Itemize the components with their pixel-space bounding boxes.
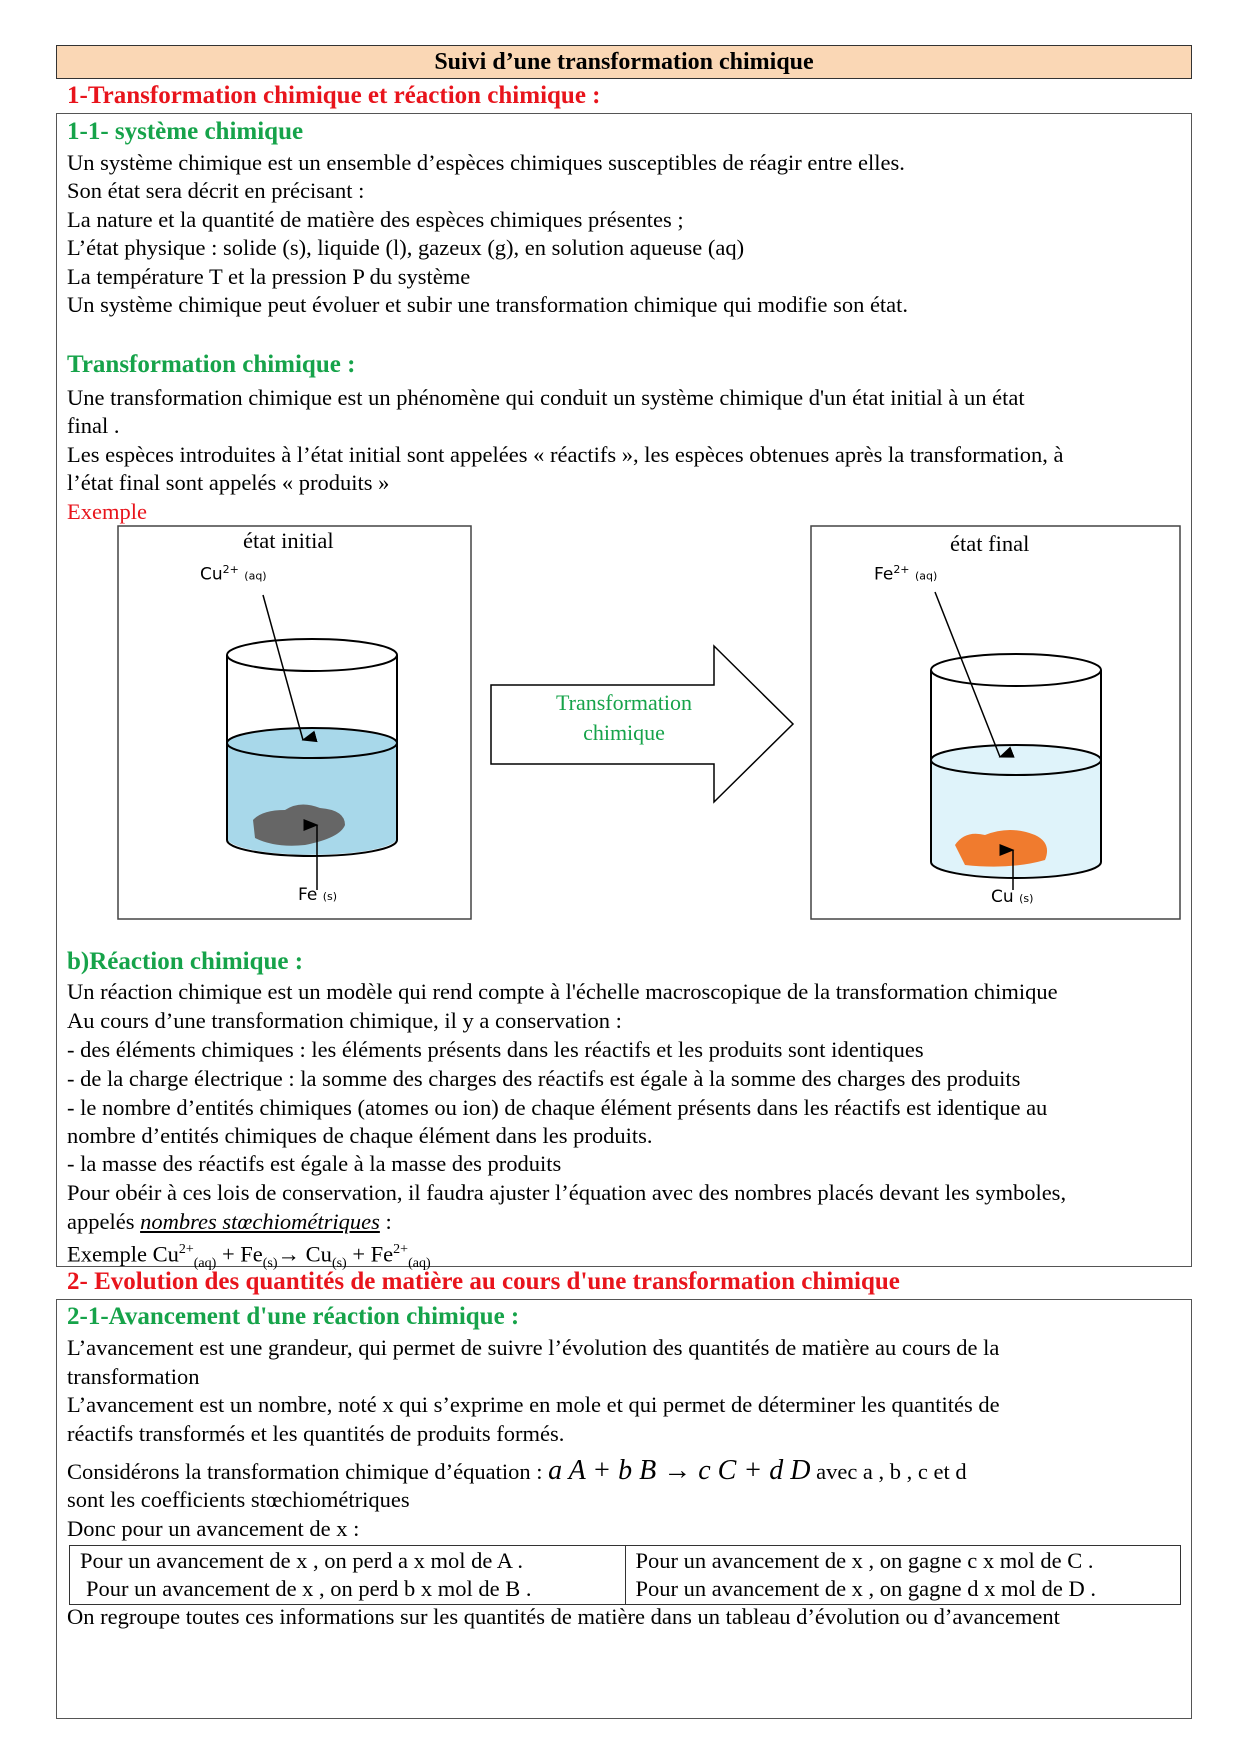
final-state-label: état final — [950, 531, 1030, 556]
cu-ion-label: $Cu^{2+}$ (aq) — [200, 563, 267, 585]
text-line: Donc pour un avancement de x : — [67, 1516, 360, 1541]
example-label: Exemple — [67, 499, 147, 524]
section-2-heading: 2- Evolution des quantités de matière au cours d'une transformation chimique — [67, 1268, 900, 1295]
text-line: - la masse des réactifs est égale à la masse des produits — [67, 1151, 562, 1176]
reactants-cell: Pour un avancement de x , on perd a x mol de A . Pour un avancement de x , on perd b x mol de B . — [80, 1548, 532, 1601]
avancement-heading: 2-1-Avancement d'une réaction chimique : — [67, 1303, 520, 1330]
text-line: La température T et la pression P du système — [67, 264, 471, 289]
text-line: - de la charge électrique : la somme des charges des réactifs est égale à la somme des charges des produits — [67, 1066, 1021, 1091]
text-line: Un système chimique peut évoluer et subir une transformation chimique qui modifie son état. — [67, 292, 909, 317]
text-line: L’état physique : solide (s), liquide (l), gazeux (g), en solution aqueuse (aq) — [67, 235, 745, 260]
text-line: - des éléments chimiques : les éléments présents dans les réactifs et les produits sont identiques — [67, 1037, 924, 1062]
fe-ion-label: $Fe^{2+}$ (aq) — [874, 563, 938, 585]
text-line: Une transformation chimique est un phénomène qui conduit un système chimique d'un état initial à un état — [67, 385, 1025, 410]
text-line: La nature et la quantité de matière des espèces chimiques présentes ; — [67, 207, 684, 232]
cu-solid-label: Cu (s) — [991, 887, 1034, 907]
text-line: Au cours d’une transformation chimique, il y a conservation : — [67, 1008, 622, 1033]
text-line: Les espèces introduites à l’état initial sont appelées « réactifs », les espèces obtenues après la transformation, à — [67, 442, 1064, 467]
text-line: Un réaction chimique est un modèle qui rend compte à l'échelle macroscopique de la transformation chimique — [67, 979, 1058, 1004]
text-line: final . — [67, 413, 120, 438]
text-line: sont les coefficients stœchiométriques — [67, 1487, 410, 1512]
text-line: Pour obéir à ces lois de conservation, il faudra ajuster l’équation avec des nombres placés devant les symboles, — [67, 1180, 1067, 1205]
text-line: nombre d’entités chimiques de chaque élément dans les produits. — [67, 1123, 653, 1148]
reaction-heading: b)Réaction chimique : — [67, 948, 304, 975]
text-line: Son état sera décrit en précisant : — [67, 178, 365, 203]
text-line: appelés nombres stœchiométriques : — [67, 1209, 392, 1234]
text-line: Un système chimique est un ensemble d’espèces chimiques susceptibles de réagir entre elles. — [67, 150, 905, 175]
example-equation: Exemple $Cu^{2+}_{(aq)} + Fe_{(s)}\to Cu_{(s)} + Fe^{2+}_{(aq)}$ — [67, 1241, 431, 1271]
text-line: transformation — [67, 1364, 200, 1389]
text-line: l’état final sont appelés « produits » — [67, 470, 390, 495]
text-line: L’avancement est un nombre, noté x qui s’exprime en mole et qui permet de déterminer les quantités de — [67, 1392, 1000, 1417]
system-heading: 1-1- système chimique — [67, 118, 304, 145]
transformation-heading: Transformation chimique : — [67, 351, 356, 378]
text-line: On regroupe toutes ces informations sur les quantités de matière dans un tableau d’évolution ou d’avancement — [67, 1604, 1060, 1629]
section-1-heading: 1-Transformation chimique et réaction chimique : — [67, 82, 601, 109]
page-title: Suivi d’une transformation chimique — [56, 45, 1192, 79]
text-line: L’avancement est une grandeur, qui permet de suivre l’évolution des quantités de matière au cours de la — [67, 1335, 1000, 1360]
general-equation: a A + b B → c C + d D — [548, 1455, 811, 1486]
products-cell: Pour un avancement de x , on gagne c x mol de C . Pour un avancement de x , on gagne d x mol de D . — [625, 1546, 1181, 1604]
copper-solid — [955, 830, 1047, 867]
initial-state-frame — [118, 526, 471, 919]
text-line: - le nombre d’entités chimiques (atomes ou ion) de chaque élément présents dans les réactifs est identique au — [67, 1095, 1048, 1120]
text-line: réactifs transformés et les quantités de produits formés. — [67, 1421, 565, 1446]
fe-solid-label: Fe (s) — [298, 885, 338, 905]
equation-line: Considérons la transformation chimique d’équation : a A + b B → c C + d D avec a , b , c et d — [67, 1455, 967, 1486]
avancement-table — [69, 1545, 1181, 1605]
arrow-label: Transformation chimique — [555, 690, 693, 745]
initial-state-label: état initial — [243, 528, 334, 553]
